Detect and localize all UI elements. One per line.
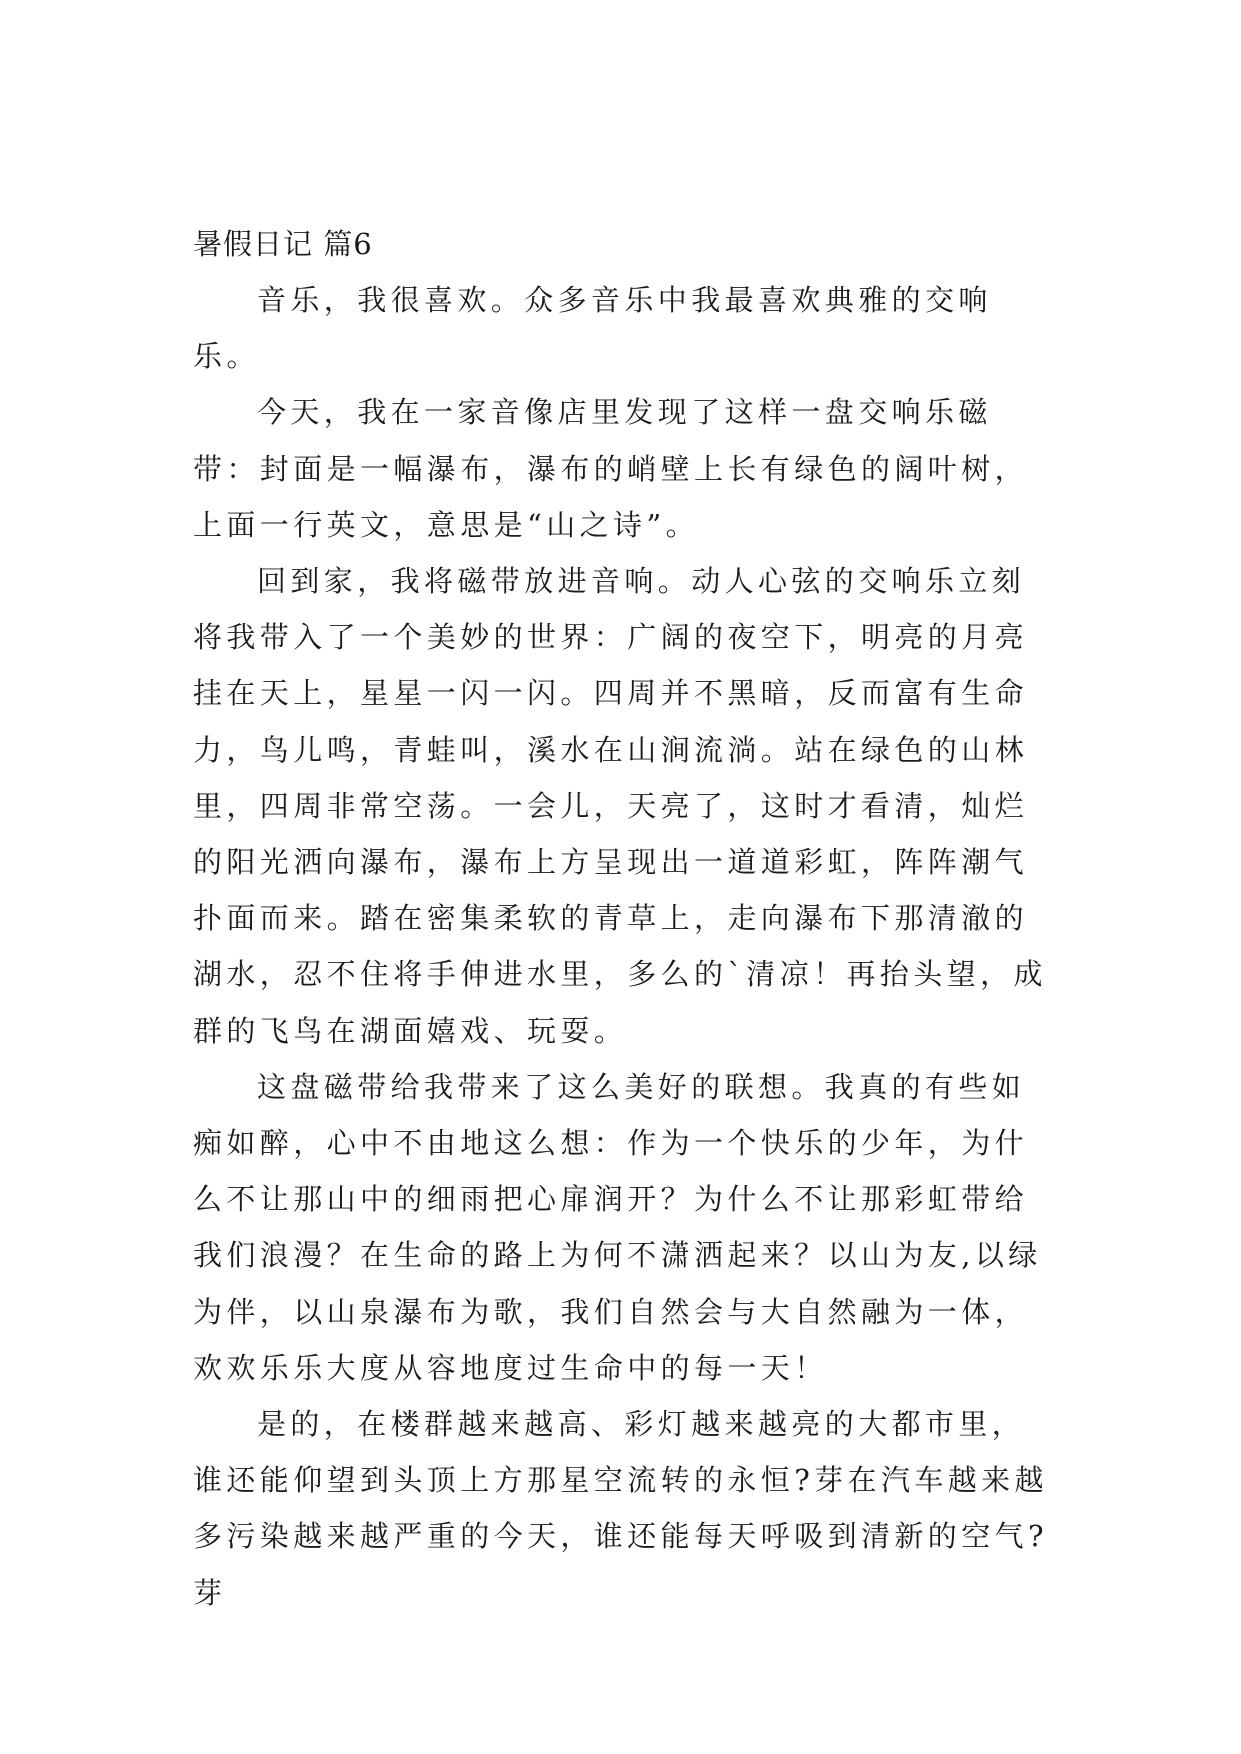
paragraph-2: 今天，我在一家音像店里发现了这样一盘交响乐磁带：封面是一幅瀑布，瀑布的峭壁上长有绿色的阔叶树，上面一行英文，意思是“山之诗”。: [193, 395, 1029, 542]
document-body: [193, 222, 1053, 1621]
paragraph-4: 这盘磁带给我带来了这么美好的联想。我真的有些如痴如醉，心中不由地这么想：作为一个快乐的少年，为什么不让那山中的细雨把心扉润开？为什么不让那彩虹带给我们浪漫？在生命的路上为何不潇洒起来？以山为友,以绿为伴，以山泉瀑布为歌，我们自然会与大自然融为一体，欢欢乐乐大度从容地度过生命中的每一天！: [193, 1069, 1042, 1385]
document-title: 暑假日记 篇6: [193, 227, 373, 261]
paragraph-1: 音乐，我很喜欢。众多音乐中我最喜欢典雅的交响乐。: [193, 283, 992, 374]
paragraph-3: 回到家，我将磁带放进音响。动人心弦的交响乐立刻将我带入了一个美妙的世界：广阔的夜空下，明亮的月亮挂在天上，星星一闪一闪。四周并不黑暗，反而富有生命力，鸟儿鸣，青蛙叫，溪水在山涧流淌。站在绿色的山林里，四周非常空荡。一会儿，天亮了，这时才看清，灿烂的阳光洒向瀑布，瀑布上方呈现出一道道彩虹，阵阵潮气扑面而来。踏在密集柔软的青草上，走向瀑布下那清澈的湖水，忍不住将手伸进水里，多么的`清凉！再抬头望，成群的飞鸟在湖面嬉戏、玩耍。: [193, 564, 1047, 1048]
paragraph-5: 是的，在楼群越来越高、彩灯越来越亮的大都市里，谁还能仰望到头顶上方那星空流转的永恒?芽在汽车越来越多污染越来越严重的今天，谁还能每天呼吸到清新的空气?芽: [193, 1407, 1048, 1610]
